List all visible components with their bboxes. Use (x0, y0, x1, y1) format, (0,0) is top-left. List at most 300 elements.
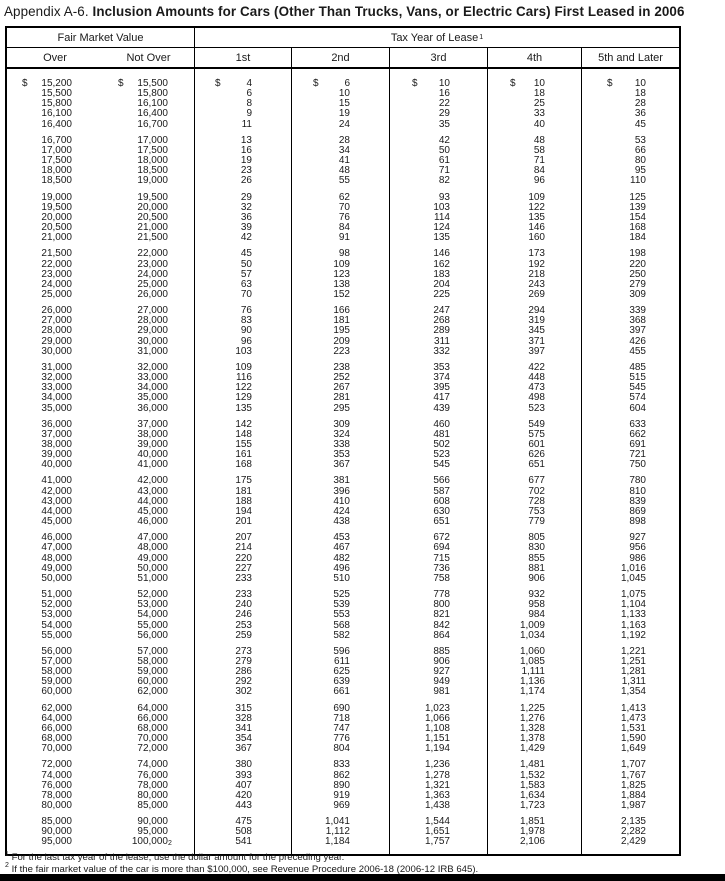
cell-value: 294 (528, 305, 545, 317)
table-cell (103, 120, 194, 130)
cell-value: 55,000 (41, 629, 72, 641)
cell-value: 309 (629, 288, 646, 300)
table-cell (581, 120, 679, 130)
cell-value: 18,000 (41, 165, 72, 177)
col-header-3rd: 3rd (389, 48, 487, 67)
cell-value: 864 (433, 629, 450, 641)
cell-value: 608 (433, 495, 450, 507)
cell-value: 1,707 (620, 759, 646, 771)
table-cell (487, 631, 581, 641)
cell-value: 188 (235, 495, 252, 507)
cell-value: 125 (629, 191, 646, 203)
cell-value: 881 (528, 562, 545, 574)
table-cell (103, 631, 194, 641)
cell-value: 16,100 (137, 98, 168, 110)
table-cell (389, 290, 487, 300)
cell-value: 194 (235, 505, 252, 517)
cell-value: 68,000 (41, 733, 72, 745)
cell-value: 72,000 (137, 743, 168, 755)
cell-value: 353 (433, 361, 450, 373)
cell-value: 510 (333, 572, 350, 584)
cell-value: 62,000 (41, 702, 72, 714)
dollar-sign: $ (412, 78, 418, 89)
cell-value: 338 (333, 439, 350, 450)
cell-value: 311 (434, 335, 450, 347)
cell-value: 279 (629, 278, 646, 290)
cell-value: 16 (438, 88, 450, 100)
cell-value: 309 (333, 418, 350, 430)
cell-value: 780 (629, 475, 646, 487)
cell-value: 502 (433, 439, 450, 450)
cell-value: 11 (241, 118, 252, 130)
cell-value: 68,000 (137, 722, 168, 734)
table-cell (581, 404, 679, 414)
cell-value: 367 (333, 459, 350, 471)
table-row (7, 517, 679, 527)
cell-value: 830 (528, 542, 545, 554)
table-cell (7, 631, 103, 641)
cell-value: 800 (433, 599, 450, 611)
cell-value: 1,174 (519, 686, 545, 698)
cell-value: 582 (333, 629, 350, 641)
cell-value: 25,000 (41, 288, 72, 300)
cell-value: 691 (629, 439, 646, 450)
cell-value: 175 (235, 475, 252, 487)
inclusion-amounts-table (5, 26, 681, 856)
cell-value: 420 (235, 789, 252, 801)
table-row (7, 347, 679, 357)
cell-value: 28,000 (137, 315, 168, 327)
cell-value: 243 (528, 278, 545, 290)
cell-value: 525 (333, 589, 350, 601)
col-header-not-over: Not Over (126, 51, 171, 64)
cell-value: 728 (528, 495, 545, 507)
cell-value: 869 (629, 505, 646, 517)
cell-value: 220 (235, 552, 252, 564)
cell-value: 1,429 (519, 743, 545, 755)
cell-value: 42,000 (137, 475, 168, 487)
cell-value: 31,000 (137, 345, 168, 357)
cell-value: 715 (433, 552, 450, 564)
table-cell (194, 120, 291, 130)
table-cell: 100,000 2 (131, 836, 172, 848)
cell-value: 21,500 (137, 232, 168, 244)
row-group (7, 420, 679, 471)
cell-value: 96 (533, 175, 545, 187)
table-cell (389, 233, 487, 243)
cell-value: 455 (629, 345, 646, 357)
cell-value: 10 (338, 88, 350, 100)
cell-value: 46,000 (41, 532, 72, 544)
cell-value: 422 (528, 361, 545, 373)
cell-value: 1,034 (519, 629, 545, 641)
cell-value: 123 (333, 268, 350, 280)
cell-value: 29,000 (137, 325, 168, 337)
cell-value: 78,000 (137, 779, 168, 791)
table-cell (581, 687, 679, 697)
cell-value: 74,000 (137, 759, 168, 771)
cell-value: 148 (235, 428, 252, 440)
cell-value: 40,000 (137, 449, 168, 461)
table-cell (581, 176, 679, 186)
cell-value: 15,500 (137, 78, 168, 89)
cell-value: 927 (629, 532, 646, 544)
dollar-sign: $ (215, 78, 221, 89)
cell-value: 778 (433, 589, 450, 601)
cell-value: 473 (528, 382, 545, 394)
cell-value: 54,000 (41, 619, 72, 631)
cell-value: 1,851 (519, 816, 545, 828)
cell-value: 129 (235, 392, 252, 404)
table-cell (7, 347, 103, 357)
cell-value: 1,192 (620, 629, 646, 641)
cell-value: 15,500 (41, 88, 72, 100)
cell-value: 181 (235, 485, 252, 497)
cell-value: 184 (629, 232, 646, 244)
cell-value: 1,532 (519, 769, 545, 781)
table-cell (389, 574, 487, 584)
cell-value: 84 (533, 165, 545, 177)
cell-value: 424 (333, 505, 350, 517)
cell-value: 10 (634, 78, 646, 89)
cell-value: 58,000 (41, 666, 72, 678)
table-cell (291, 290, 389, 300)
cell-value: 1,236 (424, 759, 450, 771)
table-cell (194, 631, 291, 641)
cell-value: 545 (433, 459, 450, 471)
cell-value: 2,106 (519, 836, 545, 848)
table-cell (581, 837, 679, 847)
cell-value: 71 (533, 155, 545, 167)
cell-value: 64,000 (137, 702, 168, 714)
table-cell (389, 744, 487, 754)
table-cell (103, 347, 194, 357)
cell-value: 956 (629, 542, 646, 554)
cell-value: 124 (433, 222, 450, 234)
table-cell (581, 99, 679, 109)
cell-value: 83 (240, 315, 252, 327)
cell-value: 1,757 (424, 836, 450, 848)
cell-value: 568 (333, 619, 350, 631)
cell-value: 380 (235, 759, 252, 771)
cell-value: 833 (333, 759, 350, 771)
cell-value: 16 (240, 144, 252, 156)
cell-value: 95,000 (137, 826, 168, 838)
row-group (7, 647, 679, 698)
cell-value: 1,163 (620, 619, 646, 631)
cell-value: 103 (433, 201, 450, 213)
cell-value: 986 (629, 552, 646, 564)
cell-value: 27,000 (41, 315, 72, 327)
cell-value: 651 (528, 459, 545, 471)
cell-value: 10 (533, 78, 545, 89)
cell-value: 1,481 (519, 759, 545, 771)
cell-value: 173 (528, 248, 545, 260)
cell-value: 259 (235, 629, 252, 641)
cell-value: 625 (333, 666, 350, 678)
col-header-over: Over (43, 51, 67, 64)
cell-value: 35 (438, 118, 450, 130)
cell-value: 37,000 (41, 428, 72, 440)
row-group (7, 79, 679, 130)
cell-value: 15 (338, 98, 350, 110)
cell-value: 662 (629, 428, 646, 440)
cell-value: 1,438 (424, 800, 450, 811)
cell-value: 53,000 (41, 609, 72, 621)
cell-value: 1,590 (620, 733, 646, 745)
cell-value: 37,000 (137, 418, 168, 430)
cell-value: 60,000 (41, 686, 72, 698)
dollar-sign: $ (22, 78, 28, 89)
cell-value: 35,000 (41, 402, 72, 414)
cell-value: 1,767 (620, 769, 646, 781)
table-cell (291, 631, 389, 641)
cell-value: 1,884 (620, 789, 646, 801)
cell-value: 718 (333, 712, 350, 724)
cell-value: 114 (434, 211, 450, 223)
cell-value: 70 (338, 201, 350, 213)
cell-value: 96 (240, 335, 252, 347)
footnote-1-marker: 1 (5, 850, 9, 858)
table-cell (291, 233, 389, 243)
table-cell (487, 290, 581, 300)
cell-value: 39,000 (41, 449, 72, 461)
cell-value: 47,000 (41, 542, 72, 554)
cell-value: 29 (438, 108, 450, 120)
cell-value: 17,000 (137, 134, 168, 146)
cell-value: 1,023 (424, 702, 450, 714)
cell-value: 19,500 (137, 191, 168, 203)
cell-value: 18,500 (137, 165, 168, 177)
cell-value: 862 (333, 769, 350, 781)
cell-value: 76 (240, 305, 252, 317)
cell-value: 70 (240, 288, 252, 300)
cell-value: 43,000 (137, 485, 168, 497)
cell-value: 80,000 (41, 800, 72, 811)
cell-value: 31,000 (41, 361, 72, 373)
col-header-1st: 1st (194, 48, 291, 67)
table-cell (291, 347, 389, 357)
cell-value: 1,111 (521, 666, 545, 678)
cell-value: 677 (528, 475, 545, 487)
cell-value: 36,000 (41, 418, 72, 430)
row-group (7, 249, 679, 300)
table-cell (389, 837, 487, 847)
table-cell (389, 120, 487, 130)
cell-value: 18,500 (41, 175, 72, 187)
cell-value: 1,151 (424, 733, 450, 745)
table-cell (581, 156, 679, 166)
cell-value: 53 (634, 134, 646, 146)
cell-value: 181 (333, 315, 350, 327)
cell-value: 9 (246, 108, 252, 120)
col-header-5th-and-later: 5th and Later (581, 48, 679, 67)
cell-value: 32,000 (41, 372, 72, 384)
table-cell (389, 631, 487, 641)
cell-value: 345 (528, 325, 545, 337)
table-cell (194, 79, 291, 89)
cell-value: 21,000 (137, 222, 168, 234)
cell-value: 26,000 (137, 288, 168, 300)
cell-value: 481 (433, 428, 450, 440)
cell-value: 906 (433, 655, 450, 667)
cell-value: 16,100 (41, 108, 72, 120)
table-cell (103, 290, 194, 300)
cell-value: 62,000 (137, 686, 168, 698)
cell-value: 50,000 (137, 562, 168, 574)
cell-value: 139 (629, 201, 646, 213)
cell-value: 842 (433, 619, 450, 631)
cell-value: 57,000 (137, 645, 168, 657)
cell-value: 22,000 (41, 258, 72, 270)
cell-value: 57 (240, 268, 252, 280)
cell-value: 44,000 (41, 505, 72, 517)
dollar-sign: $ (118, 78, 124, 89)
cell-value: 33,000 (41, 382, 72, 394)
cell-value: 162 (433, 258, 450, 270)
cell-value: 55,000 (137, 619, 168, 631)
cell-value: 2,429 (620, 836, 646, 848)
cell-value: 448 (528, 372, 545, 384)
cell-value: 85,000 (137, 800, 168, 811)
table-cell (581, 136, 679, 146)
cell-value: 90,000 (41, 826, 72, 838)
cell-value: 24 (338, 118, 350, 130)
cell-value: 253 (235, 619, 252, 631)
cell-value: 247 (433, 305, 450, 317)
table-cell (103, 687, 194, 697)
cell-value: 289 (433, 325, 450, 337)
cell-value: 353 (333, 449, 350, 461)
cell-value: 319 (528, 315, 545, 327)
cell-value: 52,000 (41, 599, 72, 611)
cell-value: 30,000 (41, 345, 72, 357)
cell-value: 1,321 (424, 779, 450, 791)
cell-value: 98 (338, 248, 350, 260)
cell-value: 78,000 (41, 789, 72, 801)
cell-value: 41,000 (137, 459, 168, 471)
cell-value: 70,000 (137, 733, 168, 745)
table-cell (194, 801, 291, 811)
cell-value: 70,000 (41, 743, 72, 755)
cell-value: 198 (629, 248, 646, 260)
table-cell (291, 744, 389, 754)
cell-value: 523 (528, 402, 545, 414)
cell-value: 810 (629, 485, 646, 497)
table-cell (487, 347, 581, 357)
table-cell (7, 290, 103, 300)
cell-value: 24,000 (41, 278, 72, 290)
cell-value: 885 (433, 645, 450, 657)
cell-value: 48 (533, 134, 545, 146)
cell-value: 721 (629, 449, 646, 461)
cell-value: 38,000 (137, 428, 168, 440)
cell-value: 1,085 (519, 655, 545, 667)
cell-value: 1,075 (620, 589, 646, 601)
cell-value: 515 (629, 372, 646, 384)
table-row (7, 744, 679, 754)
cell-value: 90 (240, 325, 252, 337)
table-cell (487, 744, 581, 754)
cell-value: 50 (240, 258, 252, 270)
cell-value: 1,009 (519, 619, 545, 631)
cell-value: 566 (433, 475, 450, 487)
cell-value: 776 (333, 733, 350, 745)
cell-value: 23 (240, 165, 252, 177)
table-cell (7, 404, 103, 414)
cell-value: 393 (235, 769, 252, 781)
cell-value: 116 (236, 372, 252, 384)
cell-value: 23,000 (137, 258, 168, 270)
cell-value: 109 (333, 258, 350, 270)
cell-value: 146 (433, 248, 450, 260)
cell-value: 16,700 (137, 118, 168, 130)
dollar-sign: $ (510, 78, 516, 89)
cell-value: 16,400 (41, 118, 72, 130)
table-cell (389, 517, 487, 527)
cell-value: 74,000 (41, 769, 72, 781)
cell-value: 855 (528, 552, 545, 564)
cell-value: 273 (235, 645, 252, 657)
cell-value: 417 (433, 392, 450, 404)
table-cell (103, 801, 194, 811)
cell-value: 661 (333, 686, 350, 698)
cell-value: 1,413 (620, 702, 646, 714)
cell-value: 20,000 (137, 201, 168, 213)
cell-value: 63 (240, 278, 252, 290)
cell-value: 890 (333, 779, 350, 791)
cell-value: 34,000 (41, 392, 72, 404)
table-cell (103, 574, 194, 584)
cell-value: 45 (240, 248, 252, 260)
cell-value: 20,500 (137, 211, 168, 223)
cell-value: 53,000 (137, 599, 168, 611)
cell-value: 36 (634, 108, 646, 120)
cell-value: 1,112 (325, 826, 350, 838)
cell-value: 28 (338, 134, 350, 146)
table-cell (581, 574, 679, 584)
cell-value: 17,000 (41, 144, 72, 156)
cell-value: 15,200 (41, 78, 72, 89)
cell-value: 753 (528, 505, 545, 517)
table-cell (194, 347, 291, 357)
cell-value: 984 (528, 609, 545, 621)
table-cell (581, 631, 679, 641)
cell-value: 286 (235, 666, 252, 678)
cell-value: 407 (235, 779, 252, 791)
table-cell (291, 404, 389, 414)
cell-value: 109 (235, 361, 252, 373)
table-cell (487, 404, 581, 414)
cell-value: 166 (333, 305, 350, 317)
cell-value: 30,000 (137, 335, 168, 347)
cell-value: 295 (333, 402, 350, 414)
table-cell (291, 574, 389, 584)
cell-value: 76,000 (41, 779, 72, 791)
cell-value: 368 (629, 315, 646, 327)
table-cell (291, 517, 389, 527)
cell-value: 611 (334, 655, 350, 667)
cell-value: 1,378 (519, 733, 545, 745)
dollar-sign: $ (607, 78, 613, 89)
cell-value: 16,700 (41, 134, 72, 146)
cell-value: 438 (333, 516, 350, 528)
cell-value: 47,000 (137, 532, 168, 544)
table-row (7, 460, 679, 470)
table-cell (487, 801, 581, 811)
cell-value: 332 (433, 345, 450, 357)
table-cell (194, 837, 291, 847)
